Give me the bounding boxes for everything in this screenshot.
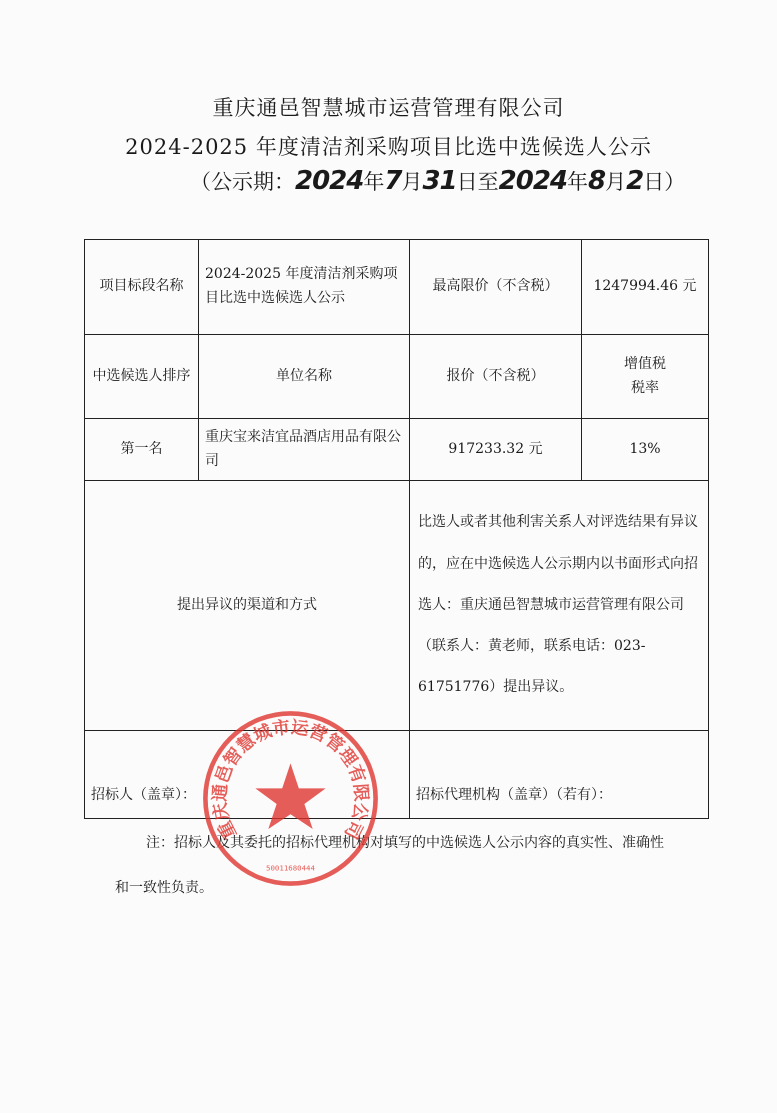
rank-label: 中选候选人排序 xyxy=(85,335,199,419)
start-year: 2024 xyxy=(295,166,364,196)
rank-1-unit: 重庆宝来洁宜品酒店用品有限公司 xyxy=(199,419,410,481)
agency-signature: 招标代理机构（盖章）（若有）： xyxy=(410,731,709,819)
seal-text: 重庆通邑智慧城市运营管理有限公司 xyxy=(210,717,371,842)
objection-text: 比选人或者其他利害关系人对评选结果有异议的，应在中选候选人公示期内以书面形式向招选人：重庆通邑智慧城市运营管理有限公司（联系人：黄老师，联系电话：023-61751776）提出异议。 xyxy=(410,481,709,731)
period-suffix: 日） xyxy=(643,170,686,194)
month-char: 月 xyxy=(401,170,423,194)
day-char: 日 xyxy=(456,170,478,194)
seal-star-icon xyxy=(255,763,325,829)
project-name: 2024-2025 年度清洁剂采购项目比选中选候选人公示 xyxy=(199,240,410,335)
seal-number: 50011680444 xyxy=(266,863,315,873)
candidate-table xyxy=(84,239,709,819)
company-seal xyxy=(198,706,383,891)
end-year: 2024 xyxy=(498,166,568,196)
max-price-value: 1247994.46 元 xyxy=(582,240,709,335)
unit-label: 单位名称 xyxy=(199,335,410,419)
notice-period xyxy=(190,166,686,196)
rank-1-quote: 917233.32 元 xyxy=(410,419,582,481)
rank-1: 第一名 xyxy=(85,419,199,481)
note-line-1: 注：招标人及其委托的招标代理机构对填写的中选候选人公示内容的真实性、准确性 xyxy=(146,835,664,851)
quote-label: 报价（不含税） xyxy=(410,335,582,419)
start-month: 7 xyxy=(384,166,402,196)
tax-label: 增值税税率 xyxy=(582,335,709,419)
notice-title: 2024-2025 年度清洁剂采购项目比选中选候选人公示 xyxy=(125,135,652,159)
period-prefix: （公示期： xyxy=(190,170,295,194)
note-line-2: 和一致性负责。 xyxy=(115,880,213,896)
tenderer-signature: 招标人（盖章）： xyxy=(85,731,410,819)
start-day: 31 xyxy=(422,166,457,196)
rank-1-tax: 13% xyxy=(582,419,709,481)
objection-label: 提出异议的渠道和方式 xyxy=(85,481,410,731)
end-month: 8 xyxy=(588,166,606,196)
to-char: 至 xyxy=(477,170,499,194)
end-day: 2 xyxy=(626,166,644,196)
month-char-2: 月 xyxy=(605,170,627,194)
project-label: 项目标段名称 xyxy=(85,240,199,335)
year-char-2: 年 xyxy=(567,170,589,194)
max-price-label: 最高限价（不含税） xyxy=(410,240,582,335)
year-char: 年 xyxy=(363,170,385,194)
company-title: 重庆通邑智慧城市运营管理有限公司 xyxy=(212,96,565,120)
